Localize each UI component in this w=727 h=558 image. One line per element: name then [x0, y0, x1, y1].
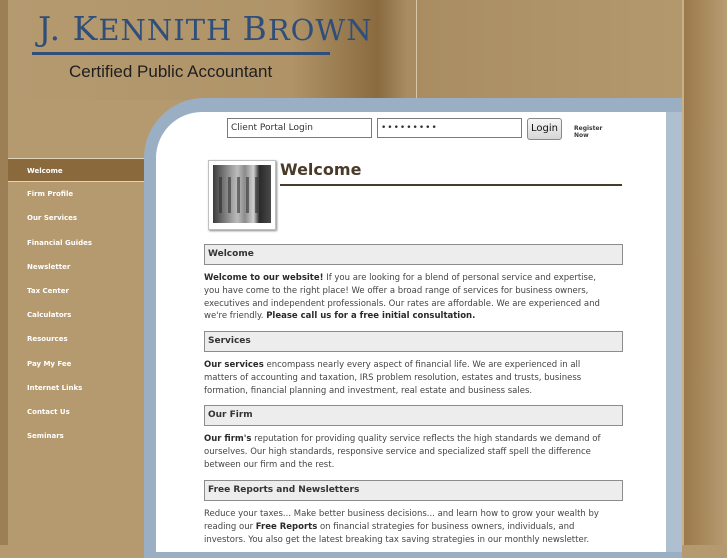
nav-item-seminars[interactable]: Seminars — [27, 432, 64, 441]
section-heading-our-firm: Our Firm — [204, 405, 623, 426]
section-body-our-firm: Our firm's reputation for providing quality service reflects the high standards we demand of ourselves. Our high standards, responsive service and specialized staff spell the difference between our firm and the rest. — [204, 434, 601, 470]
nav-item-financial-guides[interactable]: Financial Guides — [27, 238, 93, 247]
left-border — [0, 0, 8, 545]
logo-name: J. KENNITH BROWN — [38, 9, 373, 48]
portal-username-input[interactable]: Client Portal Login — [227, 118, 372, 138]
nav-item-our-services[interactable]: Our Services — [27, 214, 78, 223]
nav-item-internet-links[interactable]: Internet Links — [27, 383, 83, 392]
title-divider — [280, 184, 622, 186]
building-image — [213, 165, 271, 223]
building-photo — [208, 160, 276, 230]
nav-item-resources[interactable]: Resources — [27, 335, 68, 344]
section-heading-services: Services — [204, 331, 623, 352]
logo-underline — [32, 52, 330, 55]
content-frame-edge — [666, 112, 682, 552]
nav-item-firm-profile[interactable]: Firm Profile — [27, 190, 74, 199]
right-border — [682, 0, 727, 545]
portal-password-input[interactable]: ••••••••• — [377, 118, 522, 138]
nav-item-calculators[interactable]: Calculators — [27, 311, 72, 320]
nav-item-pay-my-fee[interactable]: Pay My Fee — [27, 359, 72, 368]
sidebar-nav — [8, 158, 144, 448]
nav-item-welcome[interactable]: Welcome — [8, 158, 144, 182]
logo-subtitle: Certified Public Accountant — [69, 62, 273, 81]
section-body-welcome: Welcome to our website! If you are looking for a blend of personal service and expertise, you have come to the right place! We offer a broad range of services for business owners, executives and independent professionals. Our rates are affordable. We are experienced and we're friendly. Please call us for a free initial consultation. — [204, 273, 600, 322]
section-body-services: Our services encompass nearly every aspect of financial life. We are experienced in all matters of accounting and taxation, IRS problem resolution, estates and trusts, business formation, financial planning and investment, real estate and business sales. — [204, 360, 582, 396]
login-button[interactable]: Login — [527, 118, 562, 140]
page-title: Welcome — [280, 160, 362, 179]
nav-item-tax-center[interactable]: Tax Center — [27, 286, 69, 295]
section-body-free-reports: Reduce your taxes... Make better business decisions... and learn how to grow your wealth by reading our Free Reports on financial strategies for business owners, individuals, and investors. You also get the latest breaking tax saving strategies in our monthly newsletter. — [204, 509, 599, 545]
register-now-link[interactable]: Register Now — [574, 125, 603, 139]
section-heading-welcome: Welcome — [204, 244, 623, 265]
nav-item-newsletter[interactable]: Newsletter — [27, 262, 71, 271]
nav-item-contact-us[interactable]: Contact Us — [27, 407, 70, 416]
logo[interactable] — [38, 9, 373, 82]
section-heading-free-reports: Free Reports and Newsletters — [204, 480, 623, 501]
